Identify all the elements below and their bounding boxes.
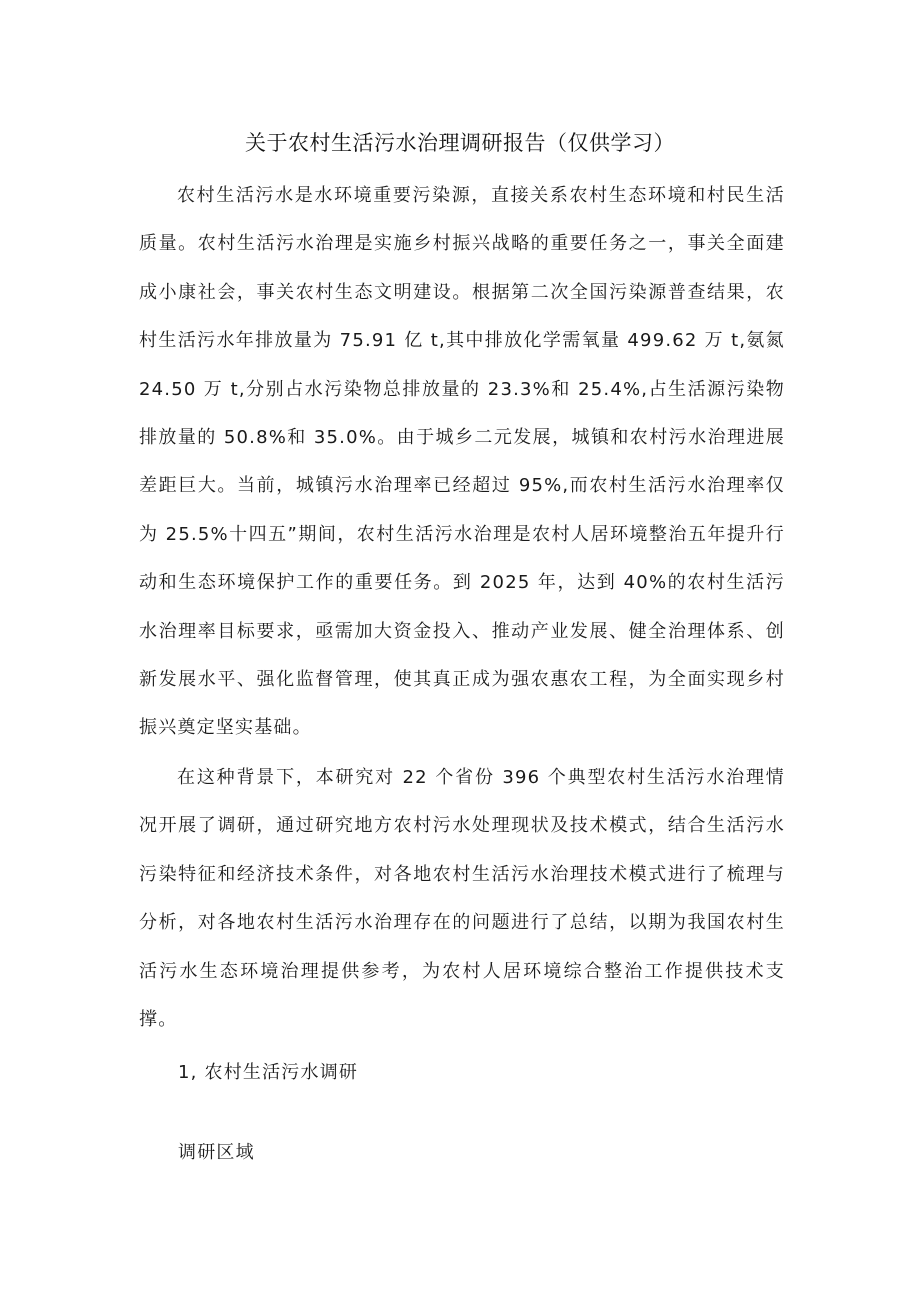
subsection-heading: 调研区域 xyxy=(178,1142,255,1163)
body-paragraph-2: 在这种背景下，本研究对 22 个省份 396 个典型农村生活污水治理情况开展了调研，通过研究地方农村污水处理现状及技术模式，结合生活污水污染特征和经济技术条件，对各地农村生活污水治理技术模式进行了梳理与分析，对各地农村生活污水治理存在的问题进行了总结，以期为我国农村生活污水生态环境治理提供参考，为农村人居环境综合整治工作提供技术支撑。 xyxy=(139,767,785,1031)
body-paragraph-1: 农村生活污水是水环境重要污染源，直接关系农村生态环境和村民生活质量。农村生活污水治理是实施乡村振兴战略的重要任务之一，事关全面建成小康社会，事关农村生态文明建设。根据第二次全国污染源普查结果，农村生活污水年排放量为 75.91 亿 t,其中排放化学需氧量 499.62 万 t,氨氮 24.50 万 t,分别占水污染物总排放量的 23.3%和 25.4%,占生活源污染物排放量的 50.8%和 35.0%。由于城乡二元发展，城镇和农村污水治理进展差距巨大。当前，城镇污水治理率已经超过 95%,而农村生活污水治理率仅为 25.5%十四五”期间，农村生活污水治理是农村人居环境整治五年提升行动和生态环境保护工作的重要任务。到 2025 年，达到 40%的农村生活污水治理率目标要求，亟需加大资金投入、推动产业发展、健全治理体系、创新发展水平、强化监督管理，使其真正成为强农惠农工程，为全面实现乡村振兴奠定坚实基础。 xyxy=(139,185,785,739)
document-title: 关于农村生活污水治理调研报告（仅供学习） xyxy=(245,131,675,155)
section-heading: 1, 农村生活污水调研 xyxy=(178,1062,359,1083)
